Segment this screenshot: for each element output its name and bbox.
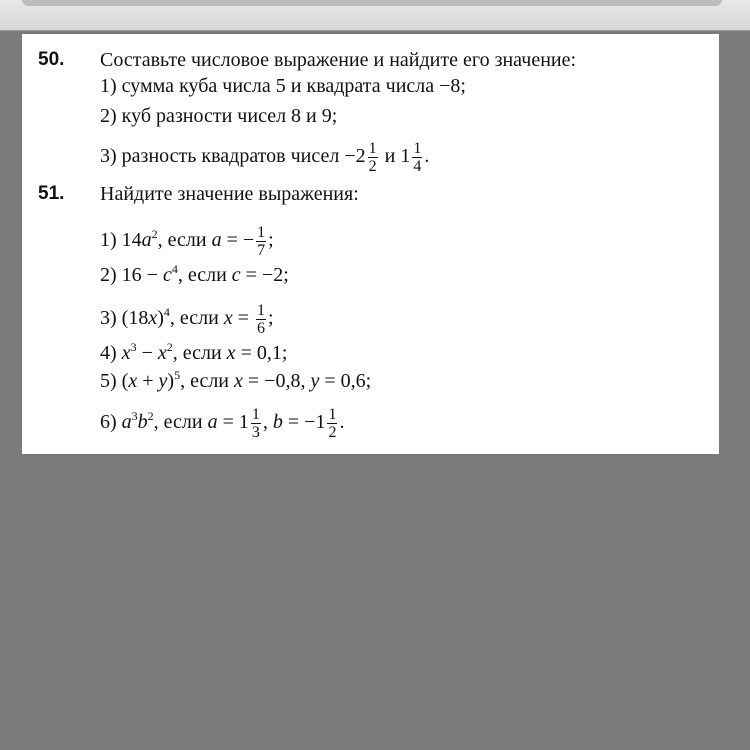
problem-50-item-2-text: 2) куб разности чисел 8 и 9; — [100, 105, 338, 127]
problem-51-number: 51. — [38, 183, 65, 204]
problem-51-item-6-text: 6) $a^3b^2$, если a = 1 $\frac{1}{3}$ , b = −1 $\frac{1}{2}$ . — [100, 406, 345, 441]
problem-51-item-2-text: 2) $16 - c^4$, если c = −2; — [100, 262, 289, 286]
fraction: $\frac{1}{7}$ — [257, 224, 266, 259]
fraction: $\frac{1}{2}$ — [368, 140, 377, 175]
problem-51-item-1-text: 1) $14a^2$, если a = − $\frac{1}{7}$ ; — [100, 224, 274, 259]
fraction: $\frac{1}{2}$ — [328, 406, 337, 441]
top-bar — [0, 0, 750, 31]
problem-51-item-3-text: 3) $(18x)^4$, если x = $\frac{1}{6}$ ; — [100, 302, 274, 337]
problem-51-item-4-text: 4) $x^3 - x^2$, если x = 0,1; — [100, 340, 288, 364]
fraction: $\frac{1}{4}$ — [413, 140, 422, 175]
problem-50-item-1-text: 1) сумма куба числа 5 и квадрата числа −8; — [100, 75, 466, 97]
document-page — [22, 34, 719, 454]
fraction: $\frac{1}{6}$ — [257, 302, 265, 337]
problem-51-item-5-text: 5) $(x + y)^5$, если x = −0,8, y = 0,6; — [100, 368, 372, 392]
problem-50-item-3-text: 3) разность квадратов чисел −2 $\frac{1}{2}$ и 1 $\frac{1}{4}$ . — [100, 140, 430, 175]
problem-50-number: 50. — [38, 49, 65, 70]
problem-51-title: Найдите значение выражения: — [100, 183, 359, 205]
problem-50-title: Составьте числовое выражение и найдите его значение: — [100, 49, 577, 71]
fraction: $\frac{1}{3}$ — [251, 406, 260, 441]
top-pill — [22, 0, 722, 6]
